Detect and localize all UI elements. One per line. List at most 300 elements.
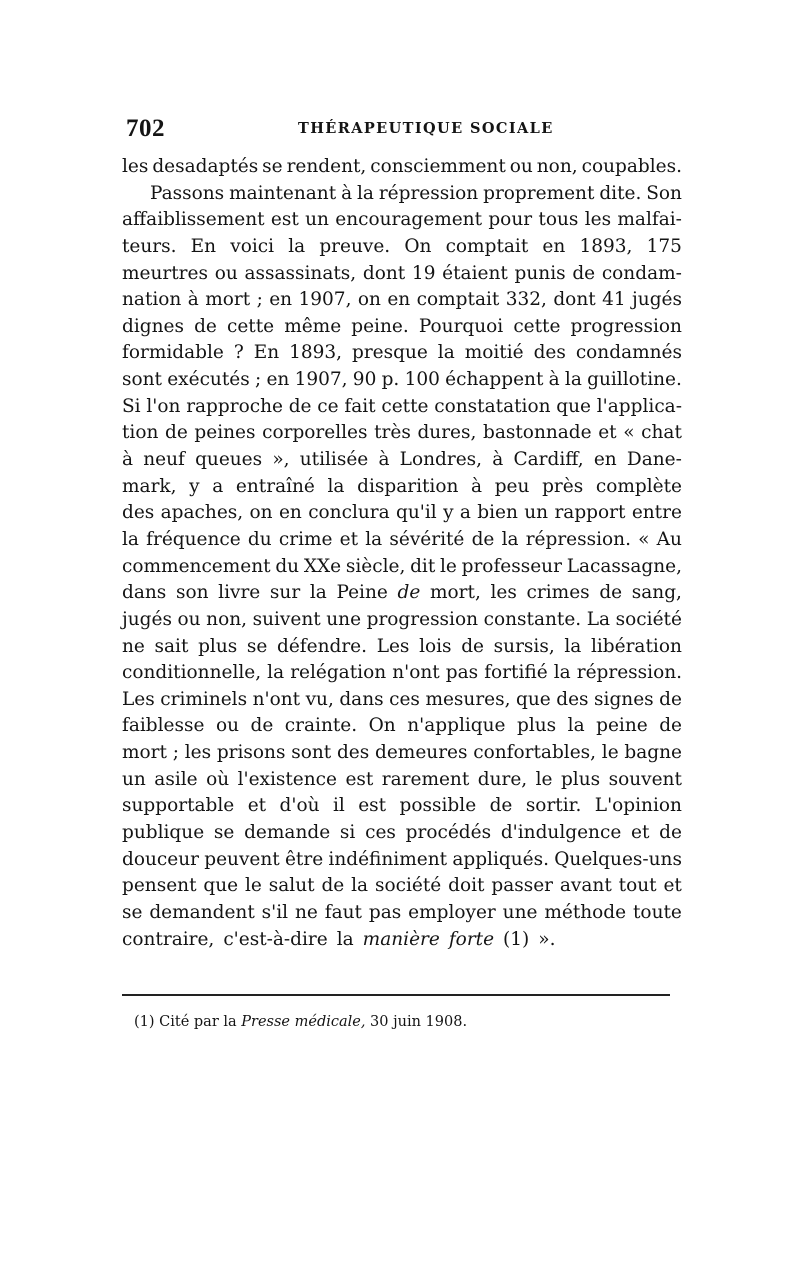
word: la bbox=[267, 662, 285, 684]
word: bagne bbox=[624, 742, 682, 764]
word: si bbox=[339, 822, 356, 844]
word: jugés bbox=[122, 608, 172, 630]
word: dans bbox=[122, 582, 167, 604]
word: dures, bbox=[417, 422, 477, 444]
word: n'ont bbox=[252, 688, 301, 710]
word: publique bbox=[122, 822, 205, 844]
word: le bbox=[245, 875, 262, 897]
word: conclura bbox=[308, 502, 390, 524]
text-line bbox=[122, 181, 682, 208]
word: la bbox=[309, 582, 327, 604]
word: la bbox=[365, 528, 383, 550]
word: fréquence bbox=[146, 528, 241, 550]
word: se bbox=[122, 901, 143, 923]
word: douceur bbox=[122, 848, 199, 870]
word: des bbox=[556, 688, 589, 710]
word: être bbox=[284, 848, 324, 870]
word: consciemment bbox=[370, 156, 506, 177]
word: la bbox=[356, 182, 374, 204]
word: se bbox=[262, 156, 283, 177]
word: possible bbox=[399, 795, 477, 817]
word: constatation bbox=[434, 395, 551, 417]
word: défendre. bbox=[277, 635, 368, 657]
word: appliqués. bbox=[452, 848, 549, 870]
word: 90 bbox=[352, 369, 377, 391]
word: livre bbox=[218, 582, 261, 604]
word: en bbox=[269, 289, 293, 311]
word: Son bbox=[646, 182, 682, 204]
text-line bbox=[122, 607, 682, 634]
word: libération bbox=[590, 635, 682, 657]
word: 175 bbox=[646, 235, 682, 257]
word: passer bbox=[491, 875, 554, 897]
word: ou bbox=[177, 608, 201, 630]
text-line bbox=[122, 500, 682, 527]
word: des bbox=[533, 342, 566, 364]
word: dignes bbox=[122, 315, 184, 337]
text-line bbox=[122, 713, 682, 740]
word: En bbox=[253, 342, 280, 364]
word: d'où bbox=[279, 795, 320, 817]
word: de bbox=[659, 822, 682, 844]
word: teurs. bbox=[122, 235, 177, 257]
word: indéfiniment bbox=[328, 848, 448, 870]
word: voici bbox=[230, 235, 275, 257]
word: plus bbox=[198, 635, 238, 657]
word: Pourquoi bbox=[418, 315, 504, 337]
word: pensent bbox=[122, 875, 197, 897]
word: neuf bbox=[143, 449, 185, 471]
word: répression bbox=[378, 182, 479, 204]
word: s'il bbox=[261, 901, 289, 923]
word: l'on bbox=[146, 395, 181, 417]
word: conditionnelle, bbox=[122, 662, 262, 684]
word: société bbox=[374, 875, 442, 897]
word: en bbox=[278, 502, 302, 524]
word: sait bbox=[154, 635, 189, 657]
word: peuvent bbox=[204, 848, 280, 870]
word: le bbox=[601, 742, 619, 764]
word: la bbox=[564, 635, 582, 657]
word: fait bbox=[344, 395, 376, 417]
word: suivent bbox=[252, 608, 321, 630]
word: société bbox=[615, 608, 682, 630]
word: peu bbox=[494, 475, 530, 497]
word: crime bbox=[278, 528, 333, 550]
word: de bbox=[659, 688, 682, 710]
text-line bbox=[122, 687, 682, 714]
word: affaiblissement bbox=[122, 209, 265, 231]
word: bien bbox=[477, 502, 518, 524]
word: même bbox=[284, 315, 342, 337]
word: 1907, bbox=[294, 369, 348, 391]
word: dont bbox=[553, 289, 596, 311]
word: non, bbox=[536, 156, 578, 177]
word: 1893, bbox=[289, 342, 343, 364]
word: près bbox=[542, 475, 584, 497]
text-line bbox=[122, 234, 682, 261]
word: siècle, bbox=[345, 555, 406, 577]
word: exécutés bbox=[167, 369, 250, 391]
word: de bbox=[321, 875, 345, 897]
word: comptait bbox=[445, 235, 529, 257]
word: Cardiff, bbox=[513, 449, 584, 471]
word: d'indulgence bbox=[500, 822, 622, 844]
text-line bbox=[122, 154, 682, 181]
word: à bbox=[492, 449, 504, 471]
word: ; bbox=[256, 289, 263, 311]
word: a bbox=[459, 502, 471, 524]
word: dure, bbox=[477, 768, 528, 790]
word: est bbox=[345, 768, 374, 790]
word: 100 bbox=[404, 369, 440, 391]
word: 19 bbox=[411, 262, 436, 284]
word: tous bbox=[538, 209, 579, 231]
word: entraîné bbox=[235, 475, 315, 497]
word: répression. bbox=[576, 662, 682, 684]
word: répression. bbox=[525, 528, 631, 550]
word: Londres, bbox=[399, 449, 483, 471]
word: lois bbox=[419, 635, 452, 657]
word: jugés bbox=[632, 289, 682, 311]
word: souvent bbox=[608, 768, 682, 790]
text-line bbox=[122, 634, 682, 661]
word: y bbox=[189, 475, 200, 497]
word: condamnés bbox=[575, 342, 682, 364]
word: est bbox=[358, 795, 387, 817]
running-title: THÉRAPEUTIQUE SOCIALE bbox=[298, 120, 554, 137]
word: presque bbox=[352, 342, 428, 364]
word: de bbox=[397, 582, 421, 604]
word: queues bbox=[195, 449, 263, 471]
word: demande bbox=[244, 822, 331, 844]
word: disparition bbox=[357, 475, 459, 497]
word: a bbox=[212, 475, 224, 497]
text-line bbox=[122, 820, 682, 847]
word: de bbox=[489, 795, 513, 817]
word: une bbox=[502, 901, 538, 923]
word: condam- bbox=[601, 262, 682, 284]
word: fortifié bbox=[484, 662, 548, 684]
word: guillotine. bbox=[587, 369, 682, 391]
word: 41 bbox=[602, 289, 626, 311]
word: à bbox=[548, 369, 560, 391]
text-line bbox=[122, 367, 682, 394]
word: Passons bbox=[150, 182, 225, 204]
text-line bbox=[122, 660, 682, 687]
word: méthode bbox=[544, 901, 627, 923]
word: le bbox=[440, 555, 457, 577]
text-line bbox=[122, 740, 682, 767]
word: En bbox=[190, 235, 217, 257]
word: preuve. bbox=[319, 235, 391, 257]
word: n'ont bbox=[392, 662, 440, 684]
word: y bbox=[443, 502, 454, 524]
word: encouragement bbox=[335, 209, 483, 231]
word: punis bbox=[514, 262, 566, 284]
word: sont bbox=[122, 369, 162, 391]
word: criminels bbox=[160, 688, 248, 710]
word: à bbox=[122, 449, 134, 471]
word: son bbox=[175, 582, 209, 604]
word: coupables. bbox=[581, 156, 682, 177]
word: bastonnade bbox=[483, 422, 592, 444]
word: les bbox=[584, 209, 612, 231]
word: la bbox=[553, 662, 571, 684]
word: signes bbox=[594, 688, 654, 710]
text-line bbox=[122, 927, 682, 954]
word: comptait bbox=[416, 289, 500, 311]
word: peines bbox=[194, 422, 256, 444]
word: se bbox=[213, 822, 235, 844]
word: ne bbox=[294, 901, 318, 923]
word: la bbox=[501, 528, 519, 550]
word: ; bbox=[172, 742, 179, 764]
word: vu, bbox=[305, 688, 334, 710]
page-header bbox=[122, 113, 682, 145]
text-line bbox=[122, 420, 682, 447]
word: Les bbox=[122, 688, 155, 710]
word: c'est-à-dire bbox=[223, 928, 328, 950]
word: employer bbox=[408, 901, 496, 923]
text-line bbox=[122, 207, 682, 234]
word: contraire, bbox=[122, 928, 215, 950]
word: mort bbox=[205, 289, 251, 311]
word: malfai- bbox=[617, 209, 682, 231]
word: de bbox=[288, 395, 312, 417]
word: faiblesse bbox=[122, 715, 205, 737]
word: cette bbox=[381, 395, 429, 417]
word: (1) bbox=[503, 928, 530, 950]
word: apaches, bbox=[160, 502, 244, 524]
word: de bbox=[165, 422, 188, 444]
footnote: (1) Cité par la Presse médicale, 30 juin 1908. bbox=[134, 1014, 468, 1030]
word: L'opinion bbox=[594, 795, 682, 817]
word: un bbox=[524, 502, 549, 524]
word: les bbox=[122, 156, 149, 177]
word: de bbox=[572, 262, 596, 284]
word: une bbox=[326, 608, 362, 630]
word: étaient bbox=[442, 262, 508, 284]
word: mort bbox=[122, 742, 167, 764]
word: rendent, bbox=[286, 156, 367, 177]
word: relégation bbox=[290, 662, 387, 684]
word: plus bbox=[517, 715, 557, 737]
word: demandent bbox=[149, 901, 255, 923]
word: cette bbox=[226, 315, 275, 337]
word: rarement bbox=[381, 768, 470, 790]
word: « bbox=[638, 528, 650, 550]
word: la bbox=[564, 369, 582, 391]
word: mort, bbox=[429, 582, 481, 604]
word: 1907, bbox=[298, 289, 352, 311]
word: rapport bbox=[554, 502, 626, 524]
word: confortables, bbox=[473, 742, 597, 764]
word: « bbox=[623, 422, 635, 444]
word: que bbox=[516, 688, 551, 710]
word: procédés bbox=[405, 822, 492, 844]
word: est bbox=[270, 209, 299, 231]
text-line bbox=[122, 447, 682, 474]
word: de bbox=[461, 635, 484, 657]
word: p. bbox=[381, 369, 400, 391]
word: la bbox=[122, 528, 139, 550]
word: la bbox=[327, 475, 345, 497]
word: et bbox=[598, 422, 617, 444]
word: Dane- bbox=[626, 449, 682, 471]
text-line bbox=[122, 873, 682, 900]
word: crainte. bbox=[284, 715, 358, 737]
word: l'applica- bbox=[596, 395, 682, 417]
word: XXe bbox=[303, 555, 342, 577]
word: Les bbox=[376, 635, 410, 657]
word: prisons bbox=[216, 742, 286, 764]
word: le bbox=[535, 768, 553, 790]
word: la bbox=[437, 342, 455, 364]
word: la bbox=[567, 715, 585, 737]
text-line bbox=[122, 767, 682, 794]
text-line bbox=[122, 261, 682, 288]
word: La bbox=[586, 608, 611, 630]
word: en bbox=[542, 235, 566, 257]
word: tion bbox=[122, 422, 159, 444]
word: on bbox=[249, 502, 273, 524]
word: la bbox=[288, 235, 306, 257]
word: constante. bbox=[483, 608, 582, 630]
word: ces bbox=[389, 688, 420, 710]
word: on bbox=[357, 289, 381, 311]
word: à bbox=[378, 449, 390, 471]
word: mark, bbox=[122, 475, 177, 497]
word: de bbox=[471, 528, 495, 550]
word: pas bbox=[445, 662, 479, 684]
word: dit bbox=[410, 555, 436, 577]
word: avant bbox=[559, 875, 612, 897]
word: nation bbox=[122, 289, 182, 311]
word: moitié bbox=[464, 342, 524, 364]
word: des bbox=[336, 742, 370, 764]
word: échappent bbox=[445, 369, 544, 391]
word: les bbox=[184, 742, 212, 764]
word: desadaptés bbox=[152, 156, 259, 177]
text-line bbox=[122, 900, 682, 927]
text-line bbox=[122, 340, 682, 367]
word: Lacassagne, bbox=[566, 555, 682, 577]
word: la bbox=[336, 928, 354, 950]
word: asile bbox=[154, 768, 198, 790]
word: pas bbox=[368, 901, 402, 923]
word: se bbox=[246, 635, 268, 657]
word: demeures bbox=[375, 742, 468, 764]
word: la bbox=[351, 875, 369, 897]
word: manière bbox=[362, 928, 440, 950]
word: ou bbox=[214, 262, 238, 284]
text-line bbox=[122, 847, 682, 874]
word: mesures, bbox=[425, 688, 511, 710]
word: que bbox=[556, 395, 591, 417]
word: ? bbox=[233, 342, 244, 364]
word: non, bbox=[206, 608, 248, 630]
word: dite. bbox=[599, 182, 642, 204]
text-line bbox=[122, 474, 682, 501]
word: professeur bbox=[461, 555, 562, 577]
word: 332, bbox=[505, 289, 547, 311]
word: corporelles bbox=[262, 422, 368, 444]
word: un bbox=[122, 768, 146, 790]
word: faut bbox=[324, 901, 362, 923]
word: », bbox=[272, 449, 290, 471]
word: et bbox=[663, 875, 682, 897]
word: de bbox=[659, 715, 682, 737]
word: à bbox=[187, 289, 199, 311]
word: progression bbox=[366, 608, 479, 630]
word: ou bbox=[215, 715, 239, 737]
word: sévérité bbox=[389, 528, 465, 550]
word: pour bbox=[488, 209, 533, 231]
word: sursis, bbox=[493, 635, 555, 657]
word: et bbox=[339, 528, 359, 550]
word: Quelques-uns bbox=[554, 848, 682, 870]
word: en bbox=[593, 449, 617, 471]
word: 1893, bbox=[579, 235, 633, 257]
text-line bbox=[122, 287, 682, 314]
word: et bbox=[631, 822, 650, 844]
word: forte bbox=[448, 928, 495, 950]
word: crimes bbox=[526, 582, 590, 604]
word: l'existence bbox=[237, 768, 337, 790]
word: tout bbox=[618, 875, 657, 897]
word: et bbox=[247, 795, 267, 817]
word: cette bbox=[513, 315, 561, 337]
word: progression bbox=[570, 315, 682, 337]
word: sortir. bbox=[525, 795, 582, 817]
word: doit bbox=[448, 875, 485, 897]
word: de bbox=[599, 582, 623, 604]
word: n'applique bbox=[407, 715, 506, 737]
word: du bbox=[275, 555, 300, 577]
word: en bbox=[387, 289, 411, 311]
word: sont bbox=[291, 742, 332, 764]
word: peine. bbox=[351, 315, 409, 337]
word: formidable bbox=[122, 342, 224, 364]
text-line bbox=[122, 314, 682, 341]
word: que bbox=[203, 875, 239, 897]
word: de bbox=[250, 715, 274, 737]
text-line bbox=[122, 527, 682, 554]
word: assassinats, bbox=[244, 262, 357, 284]
word: On bbox=[368, 715, 396, 737]
word: proprement bbox=[483, 182, 595, 204]
word: où bbox=[206, 768, 230, 790]
body-paragraphs bbox=[122, 154, 682, 953]
word: rapproche bbox=[186, 395, 283, 417]
word: ; bbox=[254, 369, 262, 391]
word: peine bbox=[596, 715, 648, 737]
word: ou bbox=[509, 156, 533, 177]
word: supportable bbox=[122, 795, 235, 817]
text-line bbox=[122, 554, 682, 581]
word: qu'il bbox=[396, 502, 437, 524]
word: meurtres bbox=[122, 262, 208, 284]
word: Peine bbox=[336, 582, 388, 604]
word: ». bbox=[538, 928, 556, 950]
text-line bbox=[122, 394, 682, 421]
word: utilisée bbox=[299, 449, 369, 471]
word: à bbox=[471, 475, 483, 497]
word: commencement bbox=[122, 555, 271, 577]
word: maintenant bbox=[229, 182, 337, 204]
word: les bbox=[490, 582, 517, 604]
